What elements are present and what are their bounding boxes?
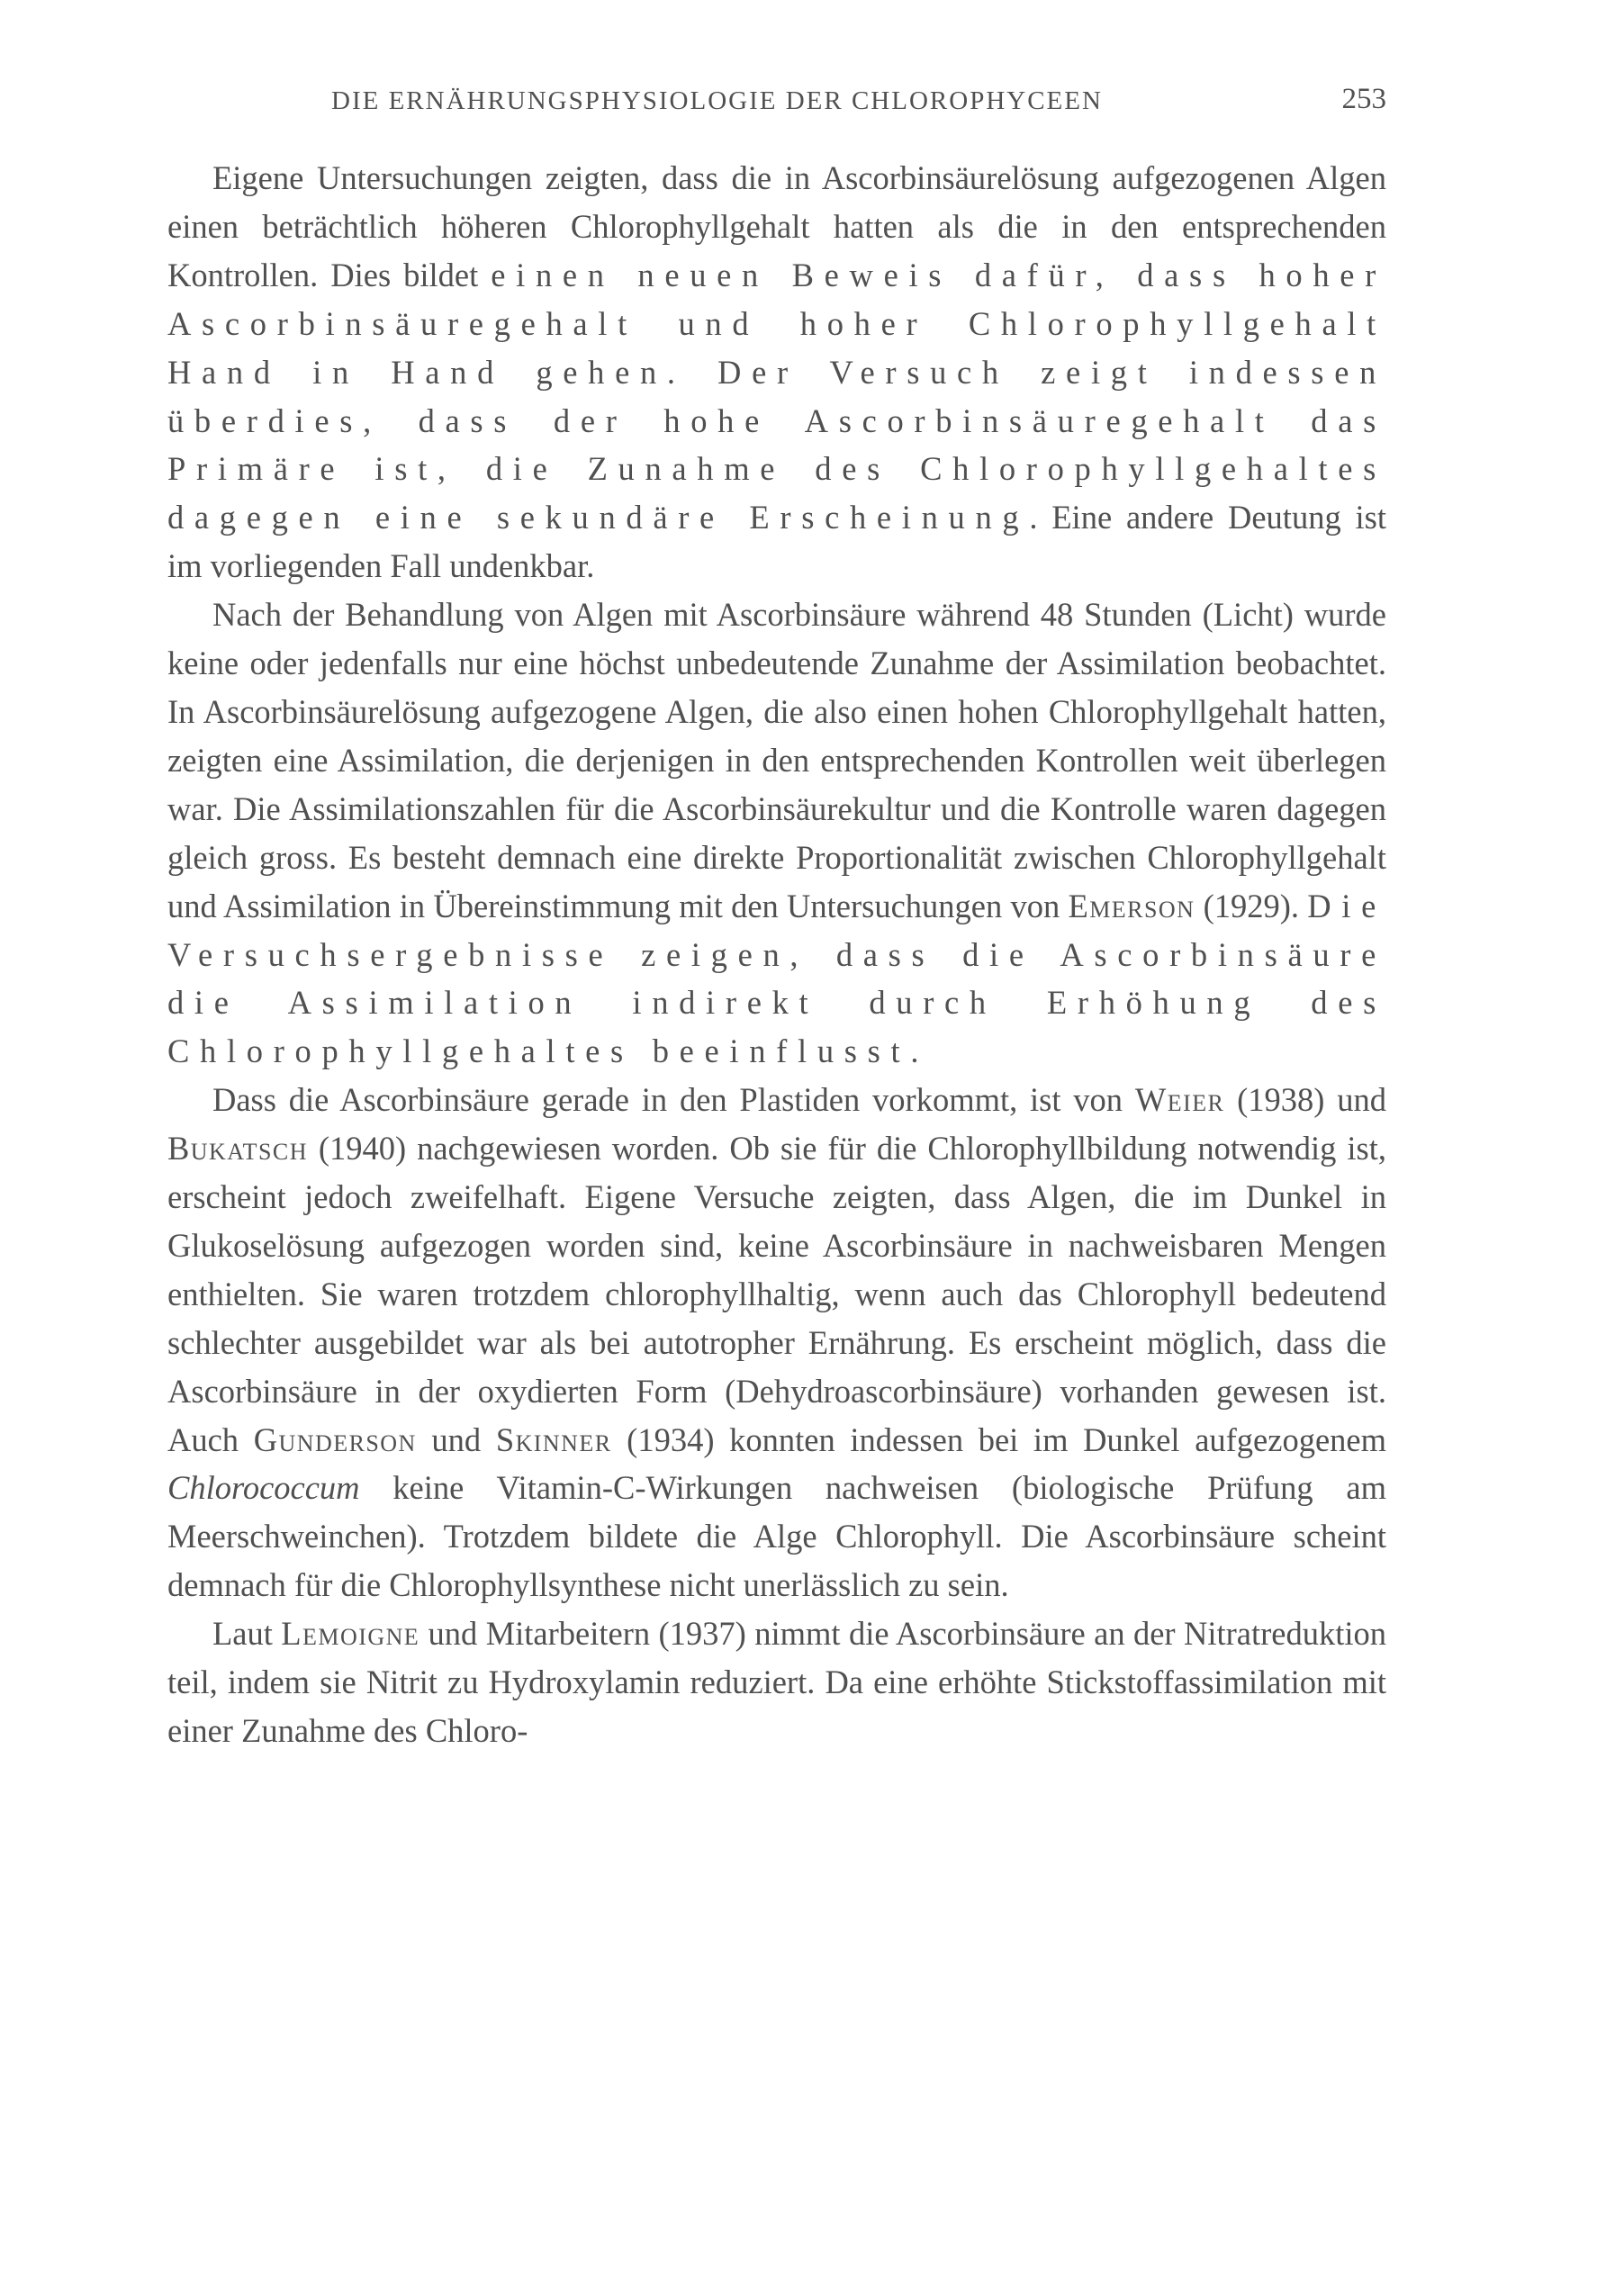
paragraph bbox=[167, 1609, 1386, 1755]
spaced-emphasis: Die Versuchsergebnisse zeigen, dass die Ascorbinsäure die Assimilation indirekt durch Erhöhung des Chlorophyllgehaltes beeinflusst bbox=[167, 887, 1386, 1070]
text-run: und Mitarbeitern (1937) nimmt die Ascorbinsäure an der Nitratreduktion teil, indem sie Nitrit zu Hydroxylamin reduziert. Da eine erhöhte Stickstoffassimilation mit einer Zunahme des Chloro- bbox=[167, 1615, 1387, 1749]
text-run: keine Vitamin-C-Wirkungen nachweisen (biologische Prüfung am Meerschweinchen). Trotzdem bildete die Alge Chlorophyll. Die Ascorbinsäure scheint demnach für die Chlorophyllsynthese nicht unerlässlich zu sein. bbox=[167, 1469, 1386, 1604]
text-run: (1929). bbox=[1195, 887, 1308, 924]
spaced-emphasis: einen neuen Beweis dafür, dass hoher Ascorbinsäuregehalt und hoher Chlorophyllgehalt Hand in Hand gehen. Der Versuch zeigt indessen überdies, dass der hohe Ascorbinsäuregehalt das Primäre ist, die Zunahme des Chlorophyllgehaltes dagegen eine sekundäre Erscheinung bbox=[167, 256, 1387, 536]
text-run: und bbox=[416, 1420, 496, 1458]
text-run: (1940) nachgewiesen worden. Ob sie für die Chlorophyllbildung notwendig ist, erscheint jedoch zweifelhaft. Eigene Versuche zeigten, dass Algen, die im Dunkel in Glukoselösung aufgezogen worden sind, keine Ascorbinsäure in nachweisbaren Mengen enthielten. Sie waren trotzdem chlorophyllhaltig, wenn auch das Chlorophyll bedeutend schlechter ausgebildet war als bei autotropher Ernährung. Es erscheint möglich, dass die Ascorbinsäure in der oxydierten Form (Dehydroascorbinsäure) vorhanden gewesen ist. Auch bbox=[167, 1130, 1386, 1458]
paragraph bbox=[167, 154, 1386, 591]
page-number: 253 bbox=[1341, 83, 1386, 115]
page-header bbox=[167, 83, 1386, 122]
text-run: Dass die Ascorbinsäure gerade in den Plastiden vorkommt, ist von bbox=[212, 1081, 1135, 1119]
author-name: Skinner bbox=[495, 1420, 612, 1458]
taxon-name: Chlorococcum bbox=[167, 1469, 360, 1507]
author-name: Emerson bbox=[1068, 887, 1195, 924]
text-run: . Eine andere Deutung ist im vorliegenden Fall undenkbar. bbox=[167, 499, 1386, 585]
author-name: Lemoigne bbox=[281, 1615, 420, 1653]
text-run: (1938) und bbox=[1224, 1081, 1386, 1119]
text-run: . bbox=[910, 1032, 919, 1070]
body-text bbox=[167, 154, 1386, 1755]
text-run: Eigene Untersuchungen zeigten, dass die in Ascorbinsäurelösung aufgezogenen Algen einen beträchtlich höheren Chlorophyllgehalt hatten als die in den entsprechenden Kontrollen. Dies bildet bbox=[167, 159, 1386, 293]
paragraph bbox=[167, 1076, 1386, 1609]
author-name: Bukatsch bbox=[167, 1130, 308, 1168]
running-head: DIE ERNÄHRUNGSPHYSIOLOGIE DER CHLOROPHYCEEN bbox=[331, 86, 1103, 115]
author-name: Weier bbox=[1134, 1081, 1225, 1119]
text-run: (1934) konnten indessen bei im Dunkel aufgezogenem bbox=[611, 1420, 1386, 1458]
paragraph bbox=[167, 591, 1386, 1076]
text-run: Nach der Behandlung von Algen mit Ascorbinsäure während 48 Stunden (Licht) wurde keine oder jedenfalls nur eine höchst unbedeutende Zunahme der Assimilation beobachtet. In Ascorbinsäurelösung aufgezogene Algen, die also einen hohen Chlorophyllgehalt hatten, zeigten eine Assimilation, die derjenigen in den entsprechenden Kontrollen weit überlegen war. Die Assimilationszahlen für die Ascorbinsäurekultur und die Kontrolle waren dagegen gleich gross. Es besteht demnach eine direkte Proportionalität zwischen Chlorophyllgehalt und Assimilation in Übereinstimmung mit den Untersuchungen von bbox=[167, 596, 1386, 924]
text-run: Laut bbox=[212, 1615, 282, 1653]
author-name: Gunderson bbox=[253, 1420, 417, 1458]
